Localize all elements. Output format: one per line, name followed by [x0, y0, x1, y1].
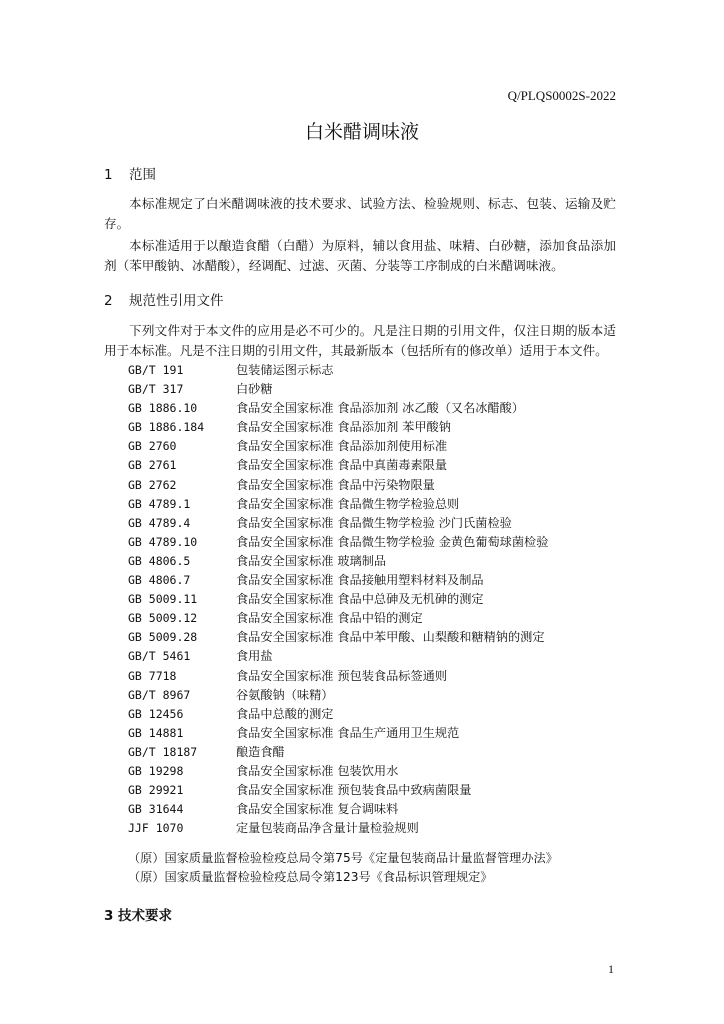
reference-title: 包装储运图示标志	[236, 363, 334, 377]
reference-item	[128, 476, 628, 495]
reference-item	[128, 418, 628, 437]
reference-item	[128, 628, 628, 647]
reference-title: 食品安全国家标准 复合调味料	[236, 802, 399, 817]
reference-code: GB 29921	[128, 783, 184, 798]
section-1-heading	[104, 163, 156, 183]
reference-code: GB 2761	[128, 458, 177, 473]
reference-code: GB 5009.28	[128, 630, 198, 645]
page-number: 1	[608, 962, 614, 976]
note-item: （原）国家质量监督检验检疫总局令第123号《食品标识管理规定》	[128, 870, 493, 884]
reference-code: GB/T 8967	[128, 687, 191, 702]
section-2-heading	[104, 289, 224, 309]
reference-item	[128, 514, 628, 533]
reference-title: 定量包装商品净含量计量检验规则	[236, 821, 419, 836]
section-number: 3	[104, 908, 114, 924]
reference-item	[128, 495, 628, 514]
reference-item	[128, 456, 628, 475]
section-number: 1	[104, 167, 113, 183]
reference-item	[128, 552, 628, 571]
reference-code: GB 4806.7	[128, 573, 191, 588]
section-title: 规范性引用文件	[129, 293, 224, 309]
reference-title: 食品安全国家标准 食品生产通用卫生规范	[236, 725, 460, 740]
reference-code: JJF 1070	[128, 821, 184, 836]
reference-item	[128, 361, 628, 380]
reference-title: 食品安全国家标准 预包装食品中致病菌限量	[236, 783, 472, 798]
reference-code: GB 7718	[128, 668, 177, 683]
references-intro: 下列文件对于本文件的应用是必不可少的。凡是注日期的引用文件，仅注日期的版本适用于本标准。凡是不注日期的引用文件，其最新版本（包括所有的修改单）适用于本文件。	[104, 323, 616, 358]
reference-item	[128, 800, 628, 819]
reference-title: 食品安全国家标准 包装饮用水	[236, 763, 399, 778]
reference-title: 谷氨酸钠（味精）	[236, 687, 334, 702]
section-title: 范围	[129, 167, 156, 183]
reference-title: 食品安全国家标准 食品微生物学检验总则	[236, 496, 460, 511]
reference-title: 食品安全国家标准 食品中苯甲酸、山梨酸和糖精钠的测定	[236, 630, 545, 645]
section-number: 2	[104, 293, 113, 309]
reference-title: 酿造食醋	[236, 744, 285, 759]
reference-item	[128, 819, 628, 838]
reference-item	[128, 667, 628, 686]
reference-code: GB 19298	[128, 763, 184, 778]
reference-code: GB 14881	[128, 725, 184, 740]
reference-title: 食品中总酸的测定	[236, 706, 334, 721]
reference-code: GB 5009.12	[128, 611, 198, 626]
reference-title: 白砂糖	[236, 382, 273, 397]
reference-item	[128, 437, 628, 456]
reference-code: GB 4789.10	[128, 534, 198, 549]
reference-title: 食品安全国家标准 食品中铅的测定	[236, 611, 423, 626]
reference-title: 食品安全国家标准 食品中真菌毒素限量	[236, 458, 448, 473]
reference-code: GB/T 5461	[128, 649, 191, 664]
reference-code: GB 2762	[128, 477, 177, 492]
document-title: 白米醋调味液	[304, 121, 419, 143]
reference-title: 食品安全国家标准 食品中总砷及无机砷的测定	[236, 592, 484, 607]
reference-item	[128, 686, 628, 705]
reference-title: 食用盐	[236, 649, 273, 664]
reference-code: GB 4789.1	[128, 496, 191, 511]
reference-list	[128, 361, 628, 838]
section-title: 技术要求	[118, 908, 172, 924]
reference-item	[128, 743, 628, 762]
reference-title: 食品安全国家标准 食品添加剂 苯甲酸钠	[236, 420, 451, 435]
reference-title: 食品安全国家标准 食品接触用塑料材料及制品	[236, 573, 484, 588]
reference-title: 食品安全国家标准 食品微生物学检验 沙门氏菌检验	[236, 515, 512, 530]
section-3-heading	[104, 904, 172, 924]
reference-item	[128, 380, 628, 399]
reference-code: GB 12456	[128, 706, 184, 721]
reference-code: GB 4806.5	[128, 553, 191, 568]
reference-item	[128, 399, 628, 418]
reference-code: GB 2760	[128, 439, 177, 454]
reference-title: 食品安全国家标准 食品添加剂 冰乙酸（又名冰醋酸）	[236, 401, 525, 416]
reference-item	[128, 781, 628, 800]
note-item: （原）国家质量监督检验检疫总局令第75号《定量包装商品计量监督管理办法》	[128, 851, 558, 865]
reference-code: GB/T 18187	[128, 744, 198, 759]
reference-title: 食品安全国家标准 玻璃制品	[236, 553, 387, 568]
reference-title: 食品安全国家标准 食品添加剂使用标准	[236, 439, 448, 454]
reference-item	[128, 647, 628, 666]
reference-item	[128, 724, 628, 743]
reference-code: GB/T 317	[128, 382, 184, 397]
reference-item	[128, 571, 628, 590]
reference-code: GB 5009.11	[128, 592, 198, 607]
reference-title: 食品安全国家标准 食品微生物学检验 金黄色葡萄球菌检验	[236, 534, 549, 549]
regulation-notes	[128, 849, 558, 887]
scope-paragraph-2: 本标准适用于以酿造食醋（白醋）为原料，辅以食用盐、味精、白砂糖，添加食品添加剂（苯甲酸钠、冰醋酸），经调配、过滤、灭菌、分装等工序制成的白米醋调味液。	[104, 238, 616, 273]
reference-code: GB/T 191	[128, 363, 184, 377]
reference-title: 食品安全国家标准 食品中污染物限量	[236, 477, 435, 492]
standard-code: Q/PLQS0002S-2022	[507, 88, 616, 103]
scope-paragraph-1: 本标准规定了白米醋调味液的技术要求、试验方法、检验规则、标志、包装、运输及贮存。	[104, 196, 616, 231]
reference-item	[128, 533, 628, 552]
reference-code: GB 1886.184	[128, 420, 205, 435]
reference-item	[128, 705, 628, 724]
reference-item	[128, 590, 628, 609]
reference-title: 食品安全国家标准 预包装食品标签通则	[236, 668, 448, 683]
reference-item	[128, 609, 628, 628]
reference-code: GB 1886.10	[128, 401, 198, 416]
reference-code: GB 31644	[128, 802, 184, 817]
reference-code: GB 4789.4	[128, 515, 191, 530]
reference-item	[128, 762, 628, 781]
